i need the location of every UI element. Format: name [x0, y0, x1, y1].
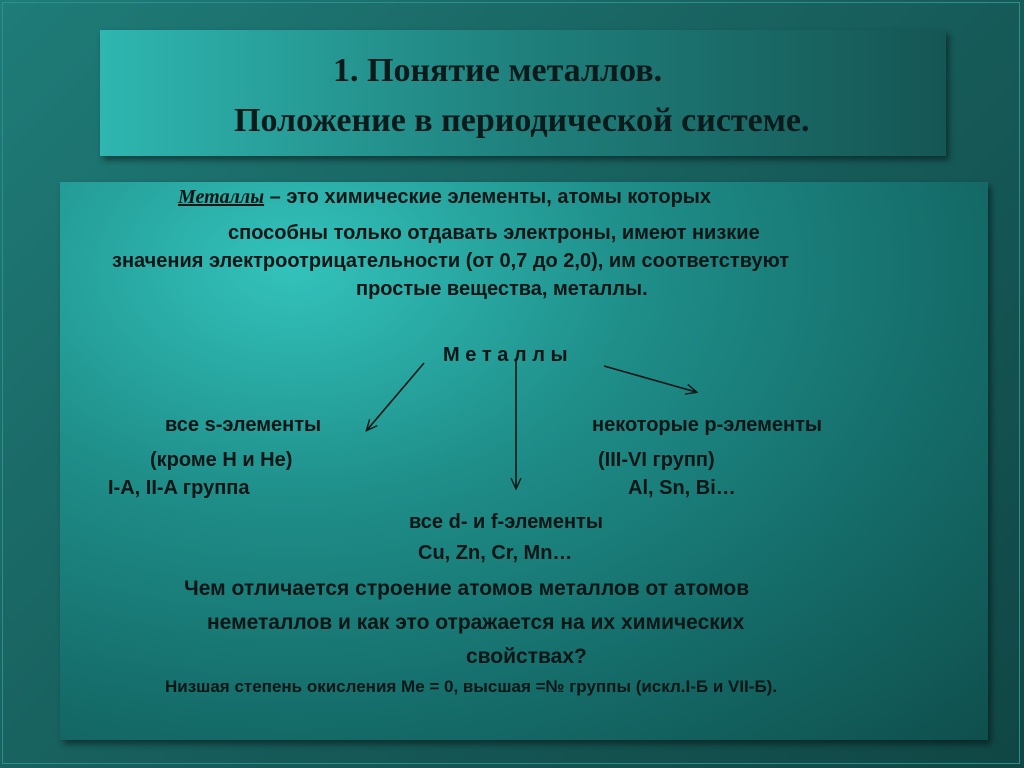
scheme-bottom-line1: все d- и f-элементы: [409, 511, 603, 533]
definition-line3: значения электроотрицательности (от 0,7 до 2,0), им соответствуют: [112, 250, 790, 272]
question-line2: неметаллов и как это отражается на их химических: [207, 611, 745, 634]
scheme-center-label: М е т а л л ы: [443, 344, 568, 366]
question-line1: Чем отличается строение атомов металлов от атомов: [184, 577, 750, 600]
question-line3: свойствах?: [466, 645, 587, 668]
definition-line4: простые вещества, металлы.: [356, 278, 648, 300]
definition-line1-rest: – это химические элементы, атомы которых: [264, 186, 711, 208]
scheme-left-line3: I-A, II-A группа: [108, 477, 250, 499]
scheme-right-line1: некоторые р-элементы: [592, 414, 822, 436]
oxidation-note: Низшая степень окисления Ме = 0, высшая =№ группы (искл.I-Б и VII-Б).: [165, 677, 778, 696]
scheme-left-line1: все s-элементы: [165, 414, 322, 436]
slide-title-line2: Положение в периодической системе.: [234, 102, 810, 139]
definition-term: Металлы: [178, 186, 265, 208]
scheme-right-line3: Al, Sn, Bi…: [628, 477, 736, 499]
definition-line2: способны только отдавать электроны, имеют низкие: [228, 222, 760, 244]
definition-line1: [178, 186, 711, 209]
scheme-right-line2: (III-VI групп): [598, 449, 715, 471]
scheme-bottom-line2: Cu, Zn, Cr, Mn…: [418, 542, 573, 564]
scheme-left-line2: (кроме Н и Не): [150, 449, 293, 471]
slide-title-line1: 1. Понятие металлов.: [333, 52, 663, 89]
